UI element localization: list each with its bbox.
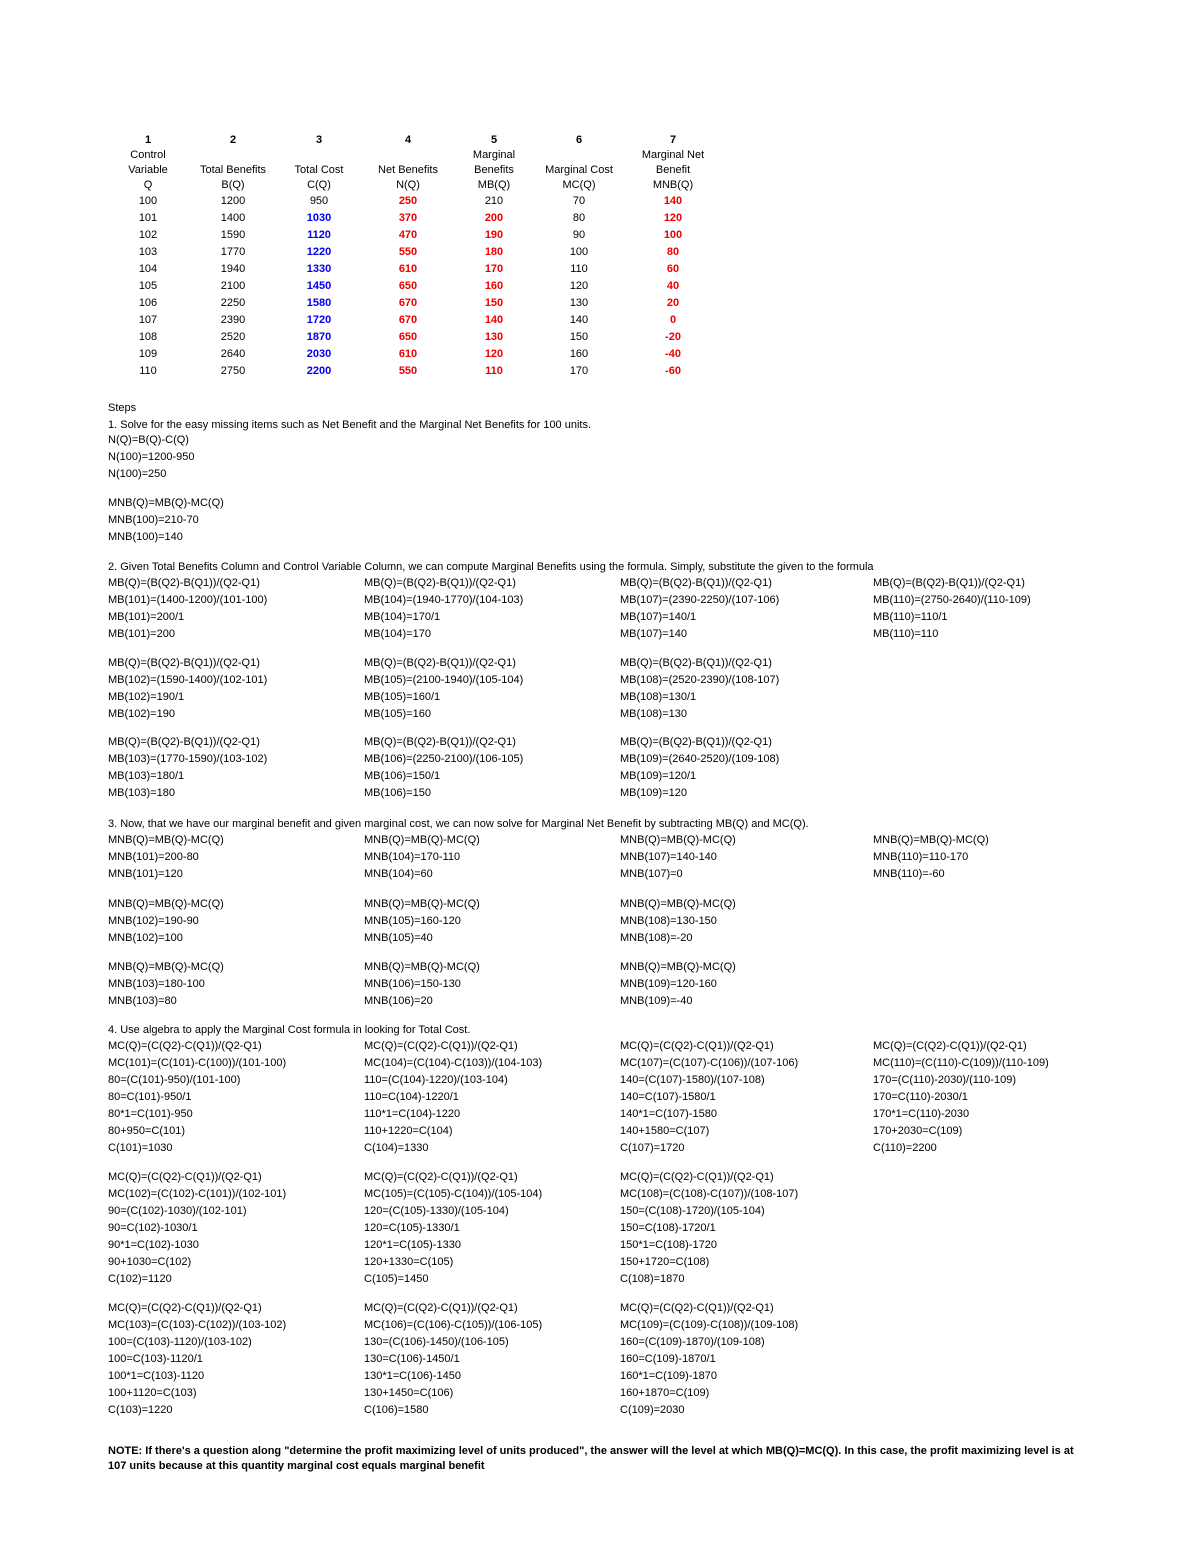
table-cell: 90 (572, 229, 586, 241)
calc-line: 170=C(110)-2030/1 (873, 1091, 968, 1103)
calc-line: C(104)=1330 (364, 1142, 429, 1154)
step1-heading: 1. Solve for the easy missing items such as Net Benefit and the Marginal Net Benefits for 100 units. (108, 419, 592, 431)
table-cell: 130 (569, 297, 589, 309)
calc-line: 120=(C(105)-1330)/(105-104) (364, 1205, 509, 1217)
calc-line: 80=(C(101)-950)/(101-100) (108, 1074, 241, 1086)
calc-block (873, 1038, 1049, 1157)
table-cell: 120 (663, 212, 683, 224)
table-row (104, 295, 724, 312)
calc-line: C(108)=1870 (620, 1273, 685, 1285)
table-cell: 20 (666, 297, 680, 309)
header-marginal-cost: Marginal Cost MC(Q) (545, 164, 613, 191)
header-total-cost: Total Cost C(Q) (294, 164, 344, 191)
calc-line: MB(104)=170/1 (364, 611, 441, 623)
table-cell: 2640 (220, 348, 246, 360)
calc-block (108, 959, 224, 1010)
table-cell: 1580 (306, 297, 332, 309)
calc-line: 90*1=C(102)-1030 (108, 1239, 199, 1251)
calc-line: 140=C(107)-1580/1 (620, 1091, 716, 1103)
table-cell: -20 (665, 331, 681, 343)
table-cell: 170 (569, 365, 589, 377)
table-cell: 108 (138, 331, 158, 343)
calc-line: MC(Q)=(C(Q2)-C(Q1))/(Q2-Q1) (364, 1171, 518, 1183)
calc-line: MNB(101)=120 (108, 868, 183, 880)
table-cell: 1120 (307, 229, 331, 241)
table-cell: -60 (665, 365, 681, 377)
calc-line: MB(106)=(2250-2100)/(106-105) (364, 753, 524, 765)
calc-line: MC(Q)=(C(Q2)-C(Q1))/(Q2-Q1) (108, 1040, 262, 1052)
calc-line: MB(Q)=(B(Q2)-B(Q1))/(Q2-Q1) (364, 657, 516, 669)
table-cell: 140 (663, 195, 683, 207)
table-cell: 100 (138, 195, 158, 207)
calc-block (364, 832, 480, 883)
table-cell: 550 (398, 365, 418, 377)
col-number: 7 (669, 134, 677, 146)
table-cell: 1870 (306, 331, 332, 343)
calc-line: MB(Q)=(B(Q2)-B(Q1))/(Q2-Q1) (873, 577, 1025, 589)
calc-block (873, 575, 1031, 643)
table-cell: 160 (569, 348, 589, 360)
table-cell: 470 (398, 229, 418, 241)
calc-line: C(105)=1450 (364, 1273, 429, 1285)
table-cell: 2390 (220, 314, 246, 326)
calc-line: MNB(Q)=MB(Q)-MC(Q) (364, 961, 480, 973)
calc-line: 170=(C(110)-2030)/(110-109) (873, 1074, 1016, 1086)
calc-line: MC(104)=(C(104)-C(103))/(104-103) (364, 1057, 543, 1069)
calc-line: C(110)=2200 (873, 1142, 937, 1154)
calc-line: MB(110)=110/1 (873, 611, 948, 623)
table-row (104, 210, 724, 227)
calc-line: 80=C(101)-950/1 (108, 1091, 192, 1103)
calc-line: MC(106)=(C(106)-C(105))/(106-105) (364, 1319, 543, 1331)
calc-line: MB(Q)=(B(Q2)-B(Q1))/(Q2-Q1) (108, 577, 260, 589)
calc-line: MNB(102)=190-90 (108, 915, 199, 927)
table-cell: 40 (666, 280, 680, 292)
calc-line: 110*1=C(104)-1220 (364, 1108, 461, 1120)
calc-line: MB(Q)=(B(Q2)-B(Q1))/(Q2-Q1) (620, 736, 772, 748)
table-cell: 2200 (306, 365, 332, 377)
table-cell: 102 (138, 229, 158, 241)
calc-line: 130*1=C(106)-1450 (364, 1370, 461, 1382)
calc-block (108, 1300, 286, 1419)
table-cell: 1590 (220, 229, 246, 241)
calc-line: MB(Q)=(B(Q2)-B(Q1))/(Q2-Q1) (108, 657, 260, 669)
calc-line: 150=C(108)-1720/1 (620, 1222, 716, 1234)
col-number: 6 (575, 134, 583, 146)
header-total-benefits: Total Benefits B(Q) (199, 164, 267, 191)
calc-block (108, 655, 267, 723)
col-number: 3 (315, 134, 323, 146)
calc-block (364, 959, 480, 1010)
table-cell: 120 (484, 348, 504, 360)
calc-block (364, 1169, 542, 1288)
calc-line: MC(102)=(C(102)-C(101))/(102-101) (108, 1188, 287, 1200)
calc-line: 120*1=C(105)-1330 (364, 1239, 461, 1251)
table-row (104, 346, 724, 363)
calc-line: MC(Q)=(C(Q2)-C(Q1))/(Q2-Q1) (620, 1171, 774, 1183)
table-cell: 2100 (220, 280, 246, 292)
calc-line: C(109)=2030 (620, 1404, 685, 1416)
table-cell: 0 (669, 314, 677, 326)
table-cell: 2030 (306, 348, 332, 360)
calc-line: MNB(102)=100 (108, 932, 183, 944)
calc-block (620, 959, 736, 1010)
calc-line: 100=C(103)-1120/1 (108, 1353, 203, 1365)
calc-line: MB(102)=(1590-1400)/(102-101) (108, 674, 268, 686)
table-cell: 80 (666, 246, 680, 258)
calc-line: MB(Q)=(B(Q2)-B(Q1))/(Q2-Q1) (620, 577, 772, 589)
calc-line: 120+1330=C(105) (364, 1256, 454, 1268)
calc-line: 90+1030=C(102) (108, 1256, 192, 1268)
calc-line: MNB(Q)=MB(Q)-MC(Q) (108, 898, 224, 910)
calc-line: MNB(110)=-60 (873, 868, 945, 880)
calc-line: MC(108)=(C(108)-C(107))/(108-107) (620, 1188, 799, 1200)
calc-line: MB(Q)=(B(Q2)-B(Q1))/(Q2-Q1) (364, 577, 516, 589)
calc-line: MB(107)=140/1 (620, 611, 697, 623)
calc-line: 160=C(109)-1870/1 (620, 1353, 716, 1365)
calc-line: 90=(C(102)-1030)/(102-101) (108, 1205, 247, 1217)
calc-line: MB(101)=200/1 (108, 611, 185, 623)
table-cell: -40 (665, 348, 681, 360)
calc-line: MB(103)=(1770-1590)/(103-102) (108, 753, 268, 765)
calc-line: MNB(108)=130-150 (620, 915, 717, 927)
calc-line: MNB(Q)=MB(Q)-MC(Q) (873, 834, 989, 846)
calc-line: C(101)=1030 (108, 1142, 173, 1154)
calc-line: MB(104)=170 (364, 628, 431, 640)
steps-title: Steps (108, 402, 137, 414)
calc-line: C(107)=1720 (620, 1142, 685, 1154)
table-cell: 100 (663, 229, 683, 241)
calc-block (873, 832, 989, 883)
calc-line: MB(109)=120 (620, 787, 687, 799)
table-cell: 1770 (220, 246, 246, 258)
step1-net-benefit-calc: N(Q)=B(Q)-C(Q) N(100)=1200-950 N(100)=250 (108, 434, 195, 480)
calc-block (364, 655, 523, 723)
calc-line: MB(105)=160/1 (364, 691, 441, 703)
column-number-row (104, 132, 724, 148)
calc-line: 160=(C(109)-1870)/(109-108) (620, 1336, 765, 1348)
calc-line: MC(109)=(C(109)-C(108))/(109-108) (620, 1319, 799, 1331)
table-row (104, 329, 724, 346)
calc-line: MB(103)=180/1 (108, 770, 185, 782)
table-cell: 2250 (220, 297, 246, 309)
calc-line: MNB(109)=120-160 (620, 978, 717, 990)
table-cell: 160 (484, 280, 504, 292)
calc-block (108, 575, 267, 643)
table-cell: 109 (138, 348, 158, 360)
table-cell: 1400 (220, 212, 246, 224)
calc-line: 110+1220=C(104) (364, 1125, 453, 1137)
calc-line: MB(Q)=(B(Q2)-B(Q1))/(Q2-Q1) (364, 736, 516, 748)
calc-line: MNB(101)=200-80 (108, 851, 199, 863)
calc-line: C(103)=1220 (108, 1404, 173, 1416)
calc-block (108, 734, 267, 802)
table-cell: 610 (398, 348, 418, 360)
calc-line: MB(104)=(1940-1770)/(104-103) (364, 594, 524, 606)
calc-line: MB(102)=190/1 (108, 691, 185, 703)
table-cell: 103 (138, 246, 158, 258)
calc-line: C(102)=1120 (108, 1273, 172, 1285)
calc-block (108, 1169, 286, 1288)
calc-line: 150=(C(108)-1720)/(105-104) (620, 1205, 765, 1217)
table-row (104, 227, 724, 244)
calc-line: MB(Q)=(B(Q2)-B(Q1))/(Q2-Q1) (108, 736, 260, 748)
calc-line: MC(101)=(C(101)-C(100))/(101-100) (108, 1057, 287, 1069)
table-cell: 650 (398, 280, 418, 292)
calc-line: 140+1580=C(107) (620, 1125, 710, 1137)
calc-line: MB(102)=190 (108, 708, 175, 720)
table-cell: 1220 (306, 246, 332, 258)
calc-block (108, 1038, 286, 1157)
table-cell: 200 (484, 212, 504, 224)
calc-line: MC(Q)=(C(Q2)-C(Q1))/(Q2-Q1) (108, 1171, 262, 1183)
table-cell: 650 (398, 331, 418, 343)
calc-block (620, 1038, 798, 1157)
calc-line: MB(107)=140 (620, 628, 687, 640)
calc-line: MB(Q)=(B(Q2)-B(Q1))/(Q2-Q1) (620, 657, 772, 669)
header-control-variable: Control Variable Q (128, 149, 168, 191)
table-cell: 1200 (220, 195, 246, 207)
header-net-benefits: Net Benefits N(Q) (378, 164, 438, 191)
table-cell: 110 (485, 365, 503, 377)
calc-line: 170+2030=C(109) (873, 1125, 963, 1137)
calc-line: MB(110)=(2750-2640)/(110-109) (873, 594, 1031, 606)
col-number: 5 (490, 134, 498, 146)
calc-line: 140*1=C(107)-1580 (620, 1108, 717, 1120)
table-cell: 170 (484, 263, 504, 275)
calc-block (364, 734, 523, 802)
table-cell: 2520 (220, 331, 246, 343)
step1-mnb-calc: MNB(Q)=MB(Q)-MC(Q) MNB(100)=210-70 MNB(100)=140 (108, 497, 224, 543)
table-cell: 106 (138, 297, 158, 309)
table-cell: 2750 (220, 365, 246, 377)
table-cell: 190 (484, 229, 504, 241)
table-cell: 950 (309, 195, 329, 207)
calc-line: MNB(105)=40 (364, 932, 433, 944)
table-cell: 370 (398, 212, 418, 224)
col-number: 4 (404, 134, 412, 146)
calc-line: MNB(106)=150-130 (364, 978, 461, 990)
calc-line: MNB(103)=80 (108, 995, 177, 1007)
table-cell: 1720 (306, 314, 332, 326)
table-cell: 101 (138, 212, 158, 224)
table-body (104, 193, 724, 380)
step3-heading: 3. Now, that we have our marginal benefit and given marginal cost, we can now solve for Marginal Net Benefit by subtracting MB(Q) and MC(Q). (108, 818, 809, 830)
calc-line: MC(110)=(C(110)-C(109))/(110-109) (873, 1057, 1049, 1069)
calc-line: MC(107)=(C(107)-C(106))/(107-106) (620, 1057, 799, 1069)
calc-line: MNB(110)=110-170 (873, 851, 969, 863)
calc-line: MB(108)=130 (620, 708, 687, 720)
table-row (104, 312, 724, 329)
table-cell: 150 (569, 331, 589, 343)
table-row (104, 261, 724, 278)
calc-line: MNB(Q)=MB(Q)-MC(Q) (620, 898, 736, 910)
calc-line: 130=(C(106)-1450)/(106-105) (364, 1336, 509, 1348)
calc-line: MB(108)=130/1 (620, 691, 697, 703)
table-cell: 550 (398, 246, 418, 258)
calc-line: MNB(105)=160-120 (364, 915, 461, 927)
calc-line: MB(101)=(1400-1200)/(101-100) (108, 594, 268, 606)
calc-block (620, 1300, 798, 1419)
table-cell: 105 (138, 280, 158, 292)
calc-line: 130+1450=C(106) (364, 1387, 454, 1399)
calc-line: 150*1=C(108)-1720 (620, 1239, 717, 1251)
calc-line: MNB(104)=170-110 (364, 851, 461, 863)
calc-block (364, 1038, 542, 1157)
calc-line: MNB(103)=180-100 (108, 978, 205, 990)
calc-line: 110=C(104)-1220/1 (364, 1091, 459, 1103)
table-cell: 110 (570, 263, 588, 275)
calc-line: 170*1=C(110)-2030 (873, 1108, 970, 1120)
calc-line: MNB(106)=20 (364, 995, 433, 1007)
column-header-row (104, 148, 724, 193)
calc-line: 100=(C(103)-1120)/(103-102) (108, 1336, 252, 1348)
calc-line: MC(Q)=(C(Q2)-C(Q1))/(Q2-Q1) (364, 1302, 518, 1314)
calc-line: MC(105)=(C(105)-C(104))/(105-104) (364, 1188, 543, 1200)
calc-line: MB(105)=160 (364, 708, 431, 720)
table-cell: 70 (572, 195, 586, 207)
table-cell: 210 (484, 195, 504, 207)
calc-line: 120=C(105)-1330/1 (364, 1222, 460, 1234)
calc-block (620, 832, 736, 883)
table-cell: 110 (139, 365, 157, 377)
calc-line: MB(108)=(2520-2390)/(108-107) (620, 674, 780, 686)
table-row (104, 244, 724, 261)
calc-line: MNB(107)=0 (620, 868, 683, 880)
calc-line: C(106)=1580 (364, 1404, 429, 1416)
calc-line: MB(101)=200 (108, 628, 175, 640)
calc-block (364, 1300, 542, 1419)
table-cell: 140 (569, 314, 589, 326)
calc-line: 110=(C(104)-1220)/(103-104) (364, 1074, 508, 1086)
calc-block (620, 575, 779, 643)
calc-line: MNB(109)=-40 (620, 995, 693, 1007)
table-cell: 250 (398, 195, 418, 207)
table-cell: 670 (398, 297, 418, 309)
calc-line: 80*1=C(101)-950 (108, 1108, 193, 1120)
calc-line: MC(Q)=(C(Q2)-C(Q1))/(Q2-Q1) (620, 1040, 774, 1052)
calc-line: MB(103)=180 (108, 787, 175, 799)
table-cell: 100 (569, 246, 589, 258)
calc-line: MC(Q)=(C(Q2)-C(Q1))/(Q2-Q1) (364, 1040, 518, 1052)
calc-line: MNB(108)=-20 (620, 932, 693, 944)
calc-block (108, 832, 224, 883)
calc-line: MNB(Q)=MB(Q)-MC(Q) (364, 898, 480, 910)
calc-line: 160*1=C(109)-1870 (620, 1370, 717, 1382)
calc-line: 160+1870=C(109) (620, 1387, 710, 1399)
table-cell: 1940 (220, 263, 246, 275)
calc-line: MNB(Q)=MB(Q)-MC(Q) (620, 834, 736, 846)
calc-line: MNB(Q)=MB(Q)-MC(Q) (364, 834, 480, 846)
calc-line: 100+1120=C(103) (108, 1387, 197, 1399)
step2-heading: 2. Given Total Benefits Column and Control Variable Column, we can compute Marginal Benefits using the formula. Simply, substitute the given to the formula (108, 561, 874, 573)
calc-line: MNB(Q)=MB(Q)-MC(Q) (620, 961, 736, 973)
profit-max-note: NOTE: If there's a question along "determine the profit maximizing level of units produced", the answer will the level at which MB(Q)=MC(Q). In this case, the profit maximizing level is at 107 units because at this quantity marginal cost equals marginal benefit (108, 1445, 1074, 1472)
calc-block (620, 734, 779, 802)
table-cell: 1330 (306, 263, 332, 275)
step4-heading: 4. Use algebra to apply the Marginal Cost formula in looking for Total Cost. (108, 1024, 471, 1036)
calc-line: MB(106)=150 (364, 787, 431, 799)
calc-line: MC(103)=(C(103)-C(102))/(103-102) (108, 1319, 287, 1331)
calc-block (108, 896, 224, 947)
header-marginal-net-benefit: Marginal Net Benefit MNB(Q) (641, 149, 705, 191)
calc-line: 90=C(102)-1030/1 (108, 1222, 198, 1234)
calc-line: MB(106)=150/1 (364, 770, 441, 782)
calc-line: 140=(C(107)-1580)/(107-108) (620, 1074, 765, 1086)
calc-block (364, 896, 480, 947)
table-cell: 670 (398, 314, 418, 326)
benefit-cost-table (104, 132, 724, 380)
calc-line: MC(Q)=(C(Q2)-C(Q1))/(Q2-Q1) (108, 1302, 262, 1314)
calc-line: 100*1=C(103)-1120 (108, 1370, 205, 1382)
table-cell: 610 (398, 263, 418, 275)
calc-block (620, 1169, 798, 1288)
calc-line: MB(107)=(2390-2250)/(107-106) (620, 594, 780, 606)
table-cell: 150 (484, 297, 504, 309)
calc-block (364, 575, 523, 643)
calc-line: MNB(Q)=MB(Q)-MC(Q) (108, 961, 224, 973)
header-marginal-benefits: Marginal Benefits MB(Q) (472, 149, 516, 191)
table-row (104, 278, 724, 295)
table-cell: 1030 (306, 212, 332, 224)
col-number: 2 (229, 134, 237, 146)
table-row (104, 193, 724, 210)
calc-line: 130=C(106)-1450/1 (364, 1353, 460, 1365)
calc-block (620, 896, 736, 947)
calc-line: 80+950=C(101) (108, 1125, 186, 1137)
calc-line: MC(Q)=(C(Q2)-C(Q1))/(Q2-Q1) (620, 1302, 774, 1314)
table-cell: 140 (484, 314, 504, 326)
calc-line: 150+1720=C(108) (620, 1256, 710, 1268)
table-cell: 60 (666, 263, 680, 275)
calc-block (620, 655, 779, 723)
table-cell: 107 (138, 314, 158, 326)
calc-line: MB(109)=(2640-2520)/(109-108) (620, 753, 780, 765)
calc-line: MNB(107)=140-140 (620, 851, 717, 863)
calc-line: MC(Q)=(C(Q2)-C(Q1))/(Q2-Q1) (873, 1040, 1027, 1052)
col-number: 1 (144, 134, 152, 146)
table-cell: 1450 (306, 280, 332, 292)
table-cell: 104 (138, 263, 158, 275)
calc-line: MB(110)=110 (873, 628, 939, 640)
table-cell: 180 (484, 246, 504, 258)
calc-line: MNB(Q)=MB(Q)-MC(Q) (108, 834, 224, 846)
table-cell: 120 (569, 280, 589, 292)
table-cell: 80 (572, 212, 586, 224)
calc-line: MNB(104)=60 (364, 868, 433, 880)
calc-line: MB(105)=(2100-1940)/(105-104) (364, 674, 524, 686)
table-cell: 130 (484, 331, 504, 343)
calc-line: MB(109)=120/1 (620, 770, 697, 782)
table-row (104, 363, 724, 380)
